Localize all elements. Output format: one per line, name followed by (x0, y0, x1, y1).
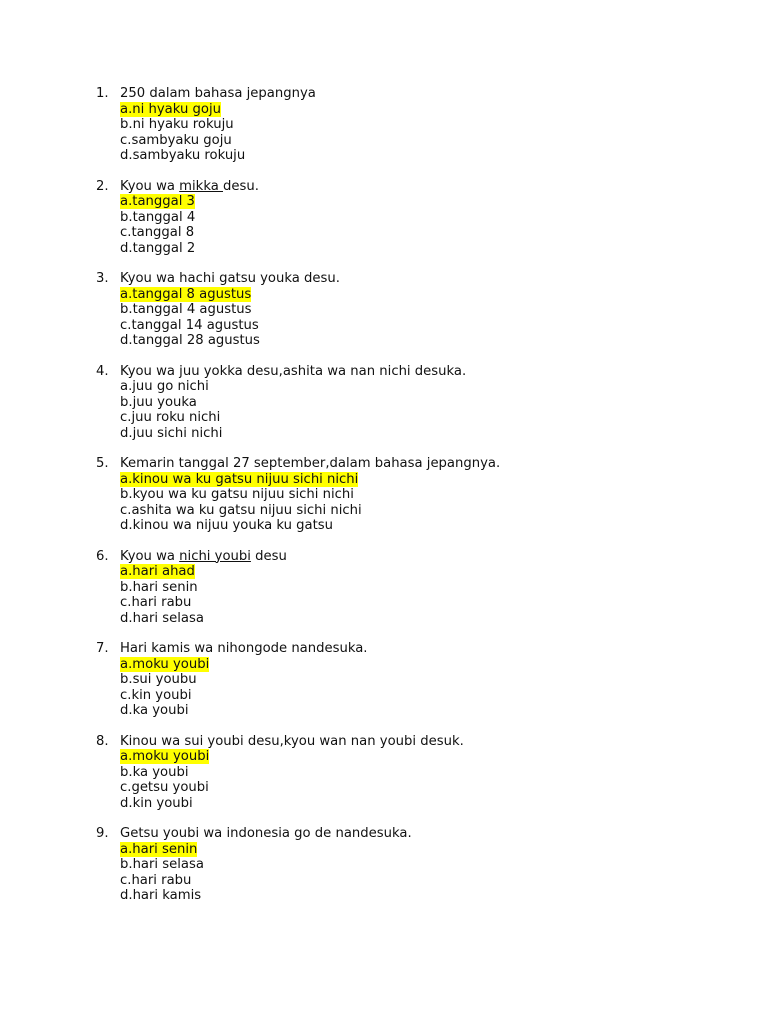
answer-option (120, 210, 768, 226)
answer-option (120, 410, 768, 426)
answer-option (120, 703, 768, 719)
answer-option (120, 888, 768, 904)
question-text-segment: 250 dalam bahasa jepangnya (120, 86, 316, 101)
answer-option (120, 395, 768, 411)
highlighted-answer: a.kinou wa ku gatsu nijuu sichi nichi (120, 471, 359, 487)
answer-option-text: b.hari selasa (120, 857, 204, 872)
highlighted-answer: a.hari ahad (120, 564, 195, 579)
question-9 (0, 826, 768, 904)
answer-option-text: d.juu sichi nichi (120, 425, 223, 441)
question-text (120, 364, 768, 380)
answer-option (120, 426, 768, 442)
answer-option-text: b.ka youbi (120, 764, 189, 780)
question-4 (0, 364, 768, 442)
question-8 (0, 734, 768, 812)
question-text-segment: Kemarin tanggal 27 september,dalam bahasa jepangnya. (120, 456, 501, 471)
question-text (120, 271, 768, 287)
question-text-segment: Kyou wa juu yokka desu,ashita wa nan nichi desuka. (120, 363, 467, 379)
answer-option-text: d.sambyaku rokuju (120, 148, 246, 163)
answer-option-text: b.ni hyaku rokuju (120, 117, 234, 132)
answer-option-text: b.sui youbu (120, 672, 197, 687)
answer-option-text: d.kinou wa nijuu youka ku gatsu (120, 518, 334, 533)
answer-option (120, 518, 768, 534)
question-3 (0, 271, 768, 349)
answer-option (120, 857, 768, 873)
answer-option-text: b.juu youka (120, 394, 197, 410)
answer-option (120, 796, 768, 812)
highlighted-answer: a.moku youbi (120, 656, 210, 672)
answer-option (120, 241, 768, 257)
answer-option (120, 595, 768, 611)
question-7 (0, 641, 768, 719)
answer-option (120, 487, 768, 503)
answer-option (120, 225, 768, 241)
question-number: 6. (96, 548, 109, 564)
answer-option-text: c.juu roku nichi (120, 410, 221, 425)
answer-option (120, 302, 768, 318)
answer-option (120, 873, 768, 889)
question-number: 3. (96, 271, 109, 286)
answer-option-text: b.tanggal 4 (120, 209, 196, 225)
answer-option (120, 657, 768, 673)
answer-option-text: d.ka youbi (120, 703, 189, 718)
question-text-segment: Kyou wa (120, 548, 180, 564)
answer-option (120, 148, 768, 164)
document-body (0, 86, 768, 919)
question-text (120, 456, 768, 472)
answer-option (120, 749, 768, 765)
answer-option (120, 379, 768, 395)
answer-option-text: c.getsu youbi (120, 780, 209, 795)
answer-option (120, 333, 768, 349)
answer-option (120, 503, 768, 519)
answer-option-text: c.sambyaku goju (120, 132, 232, 148)
question-number: 5. (96, 456, 109, 471)
answer-option (120, 765, 768, 781)
answer-option (120, 194, 768, 210)
question-text-segment: Kyou wa hachi gatsu youka desu. (120, 271, 340, 286)
question-text (120, 179, 768, 195)
answer-option (120, 688, 768, 704)
answer-option-text: b.hari senin (120, 579, 198, 595)
answer-option (120, 472, 768, 488)
answer-option-text: d.kin youbi (120, 795, 193, 811)
underlined-term: nichi youbi (179, 548, 251, 564)
answer-option-text: d.hari kamis (120, 888, 202, 903)
answer-option (120, 580, 768, 596)
highlighted-answer: a.hari senin (120, 841, 198, 857)
answer-option-text: b.kyou wa ku gatsu nijuu sichi nichi (120, 487, 354, 502)
question-text (120, 826, 768, 842)
question-1 (0, 86, 768, 164)
question-text-segment: Hari kamis wa nihongode nandesuka. (120, 641, 368, 656)
answer-option (120, 102, 768, 118)
answer-option-text: c.tanggal 14 agustus (120, 317, 259, 333)
question-2 (0, 179, 768, 257)
answer-option-text: c.hari rabu (120, 595, 192, 610)
answer-option (120, 842, 768, 858)
answer-option (120, 611, 768, 627)
answer-option (120, 117, 768, 133)
question-number: 9. (96, 826, 109, 841)
answer-option-text: c.kin youbi (120, 687, 192, 703)
answer-option-text: c.tanggal 8 (120, 225, 195, 240)
question-text (120, 549, 768, 565)
answer-option (120, 287, 768, 303)
answer-option (120, 564, 768, 580)
question-text-segment: desu (250, 548, 287, 564)
question-text-segment: desu. (223, 178, 259, 194)
answer-option-text: d.tanggal 28 agustus (120, 333, 260, 348)
answer-option-text: a.juu go nichi (120, 379, 209, 394)
question-number: 2. (96, 178, 109, 194)
question-text (120, 734, 768, 750)
answer-option-text: d.tanggal 2 (120, 240, 196, 256)
question-text-segment: Getsu youbi wa indonesia go de nandesuka. (120, 826, 412, 841)
answer-option-text: c.ashita wa ku gatsu nijuu sichi nichi (120, 502, 362, 518)
question-number: 4. (96, 363, 109, 379)
question-5 (0, 456, 768, 534)
answer-option (120, 780, 768, 796)
answer-option-text: d.hari selasa (120, 610, 204, 626)
highlighted-answer: a.moku youbi (120, 749, 210, 764)
question-text-segment: Kyou wa (120, 178, 180, 194)
highlighted-answer: a.tanggal 8 agustus (120, 286, 252, 302)
question-6 (0, 549, 768, 627)
question-number: 1. (96, 86, 109, 101)
highlighted-answer: a.ni hyaku goju (120, 101, 221, 117)
answer-option (120, 133, 768, 149)
question-text (120, 641, 768, 657)
question-text-segment: Kinou wa sui youbi desu,kyou wan nan youbi desuk. (120, 733, 464, 749)
answer-option-text: c.hari rabu (120, 872, 192, 888)
answer-option-text: b.tanggal 4 agustus (120, 302, 252, 317)
question-number: 8. (96, 733, 109, 749)
question-text (120, 86, 768, 102)
highlighted-answer: a.tanggal 3 (120, 194, 195, 209)
answer-option (120, 672, 768, 688)
answer-option (120, 318, 768, 334)
question-number: 7. (96, 641, 109, 656)
underlined-term: mikka (179, 178, 223, 194)
